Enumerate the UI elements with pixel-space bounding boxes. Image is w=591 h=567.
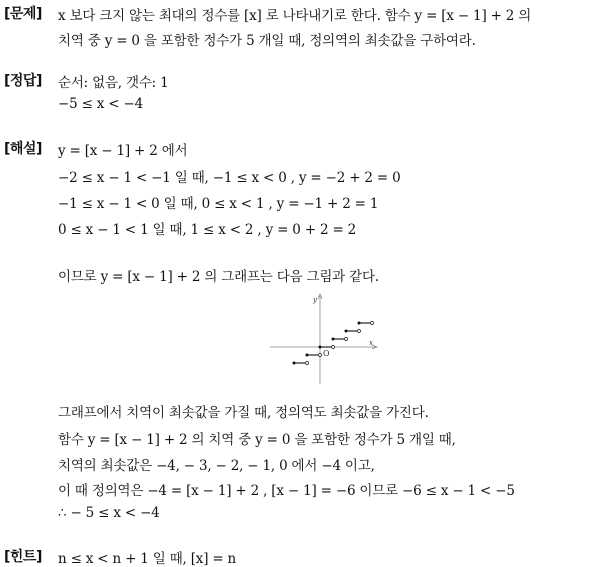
problem-label: [문제] bbox=[4, 6, 42, 22]
hint-label: [힌트] bbox=[4, 549, 42, 565]
solution-line-3: −1 ≤ x − 1 < 0 일 때, 0 ≤ x < 1 , y = −1 + 2 = 1 bbox=[58, 196, 379, 212]
solution-line-9: 이 때 정의역은 −4 = [x − 1] + 2 , [x − 1] = −6 이므로 −6 ≤ x − 1 < −5 bbox=[58, 483, 515, 499]
problem-line-2: 치역 중 y = 0 을 포함한 정수가 5 개일 때, 정의역의 최솟값을 구하여라. bbox=[58, 33, 476, 49]
solution-line-5: 이므로 y = [x − 1] + 2 의 그래프는 다음 그림과 같다. bbox=[58, 269, 379, 285]
solution-line-8: 치역의 최솟값은 −4, − 3, − 2, − 1, 0 에서 −4 이고, bbox=[58, 458, 375, 474]
step-open-dot-3 bbox=[332, 346, 335, 349]
solution-line-4: 0 ≤ x − 1 < 1 일 때, 1 ≤ x < 2 , y = 0 + 2 = 2 bbox=[58, 222, 357, 238]
step-closed-dot-1 bbox=[293, 362, 296, 365]
step-function-graph bbox=[268, 290, 380, 386]
step-closed-dot-5 bbox=[345, 330, 348, 333]
solution-line-10: ∴ − 5 ≤ x < −4 bbox=[58, 505, 160, 521]
problem-line-1: x 보다 크지 않는 최대의 정수를 [x] 로 나타내기로 한다. 함수 y = [x − 1] + 2 의 bbox=[58, 8, 532, 24]
step-open-dot-2 bbox=[319, 354, 322, 357]
solution-line-7: 함수 y = [x − 1] + 2 의 치역 중 y = 0 을 포함한 정수가 5 개일 때, bbox=[58, 432, 456, 448]
solution-label: [해설] bbox=[4, 141, 42, 157]
answer-line-1: 순서: 없음, 갯수: 1 bbox=[58, 75, 169, 91]
solution-line-2: −2 ≤ x − 1 < −1 일 때, −1 ≤ x < 0 , y = −2 + 2 = 0 bbox=[58, 170, 401, 186]
step-closed-dot-6 bbox=[358, 322, 361, 325]
step-open-dot-6 bbox=[371, 322, 374, 325]
step-closed-dot-4 bbox=[332, 338, 335, 341]
x-axis-label: x bbox=[369, 339, 373, 347]
answer-label: [정답] bbox=[4, 73, 42, 89]
solution-line-6: 그래프에서 치역이 최솟값을 가질 때, 정의역도 최솟값을 가진다. bbox=[58, 405, 429, 421]
step-open-dot-5 bbox=[358, 330, 361, 333]
hint-line: n ≤ x < n + 1 일 때, [x] = n bbox=[58, 551, 237, 567]
step-open-dot-4 bbox=[345, 338, 348, 341]
solution-line-1: y = [x − 1] + 2 에서 bbox=[58, 143, 188, 159]
answer-line-2: −5 ≤ x < −4 bbox=[58, 96, 144, 112]
origin-label: O bbox=[323, 349, 330, 358]
step-closed-dot-2 bbox=[306, 354, 309, 357]
y-axis-label: y bbox=[313, 296, 317, 304]
step-closed-dot-3 bbox=[319, 346, 322, 349]
step-open-dot-1 bbox=[306, 362, 309, 365]
